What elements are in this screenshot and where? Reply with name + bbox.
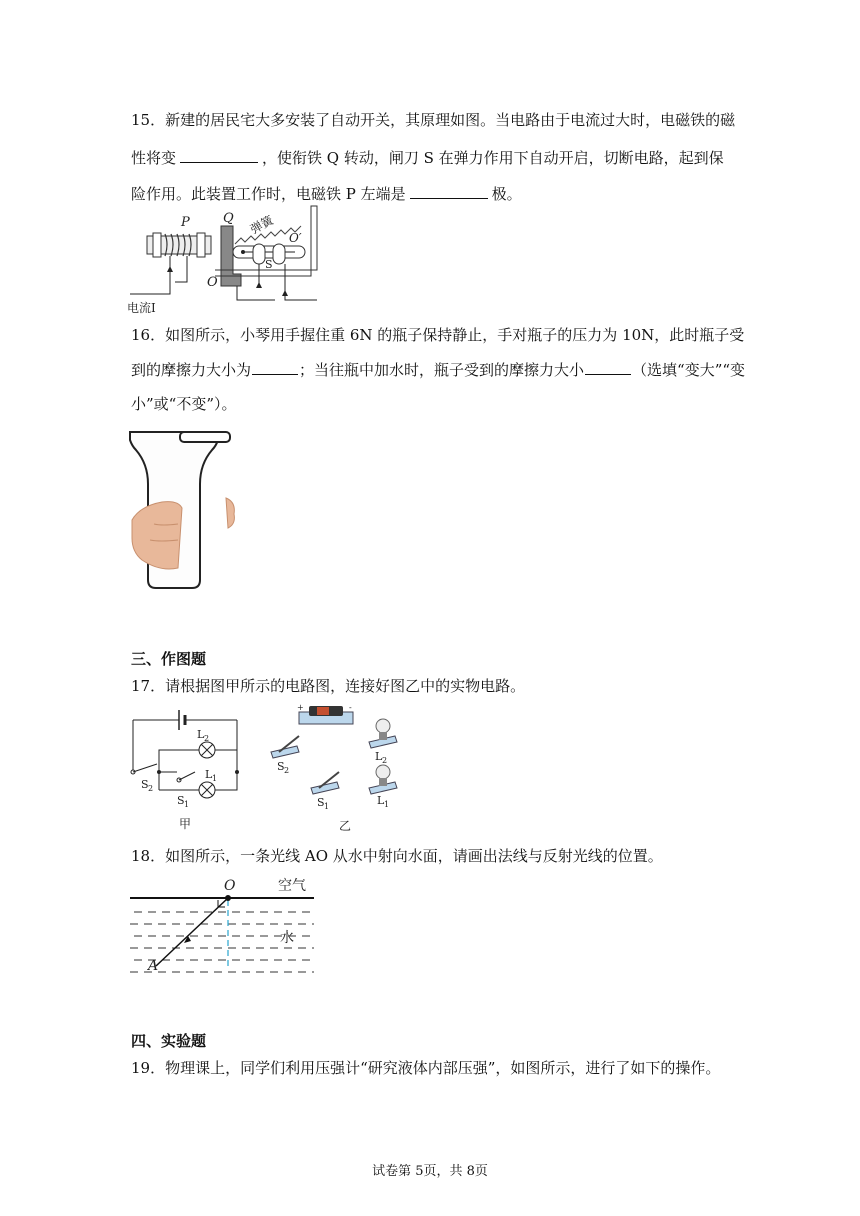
physical-circuit-yi (265, 700, 415, 832)
svg-text:2: 2 (148, 784, 154, 793)
answer-blank-friction[interactable] (252, 360, 298, 375)
answer-blank-pole[interactable] (410, 184, 488, 199)
label-spring: 弹簧 (247, 213, 276, 237)
svg-text:1: 1 (384, 800, 390, 809)
svg-text:1: 1 (212, 774, 218, 783)
q16-line-3: 小”或“不变”）。 (131, 395, 237, 413)
page-footer: 试卷第 5页，共 8页 (372, 1164, 488, 1179)
answer-blank-magnetism[interactable] (180, 148, 258, 163)
svg-text:L: L (377, 794, 385, 807)
q18-text: 18．如图所示，一条光线 AO 从水中射向水面，请画出法线与反射光线的位置。 (131, 847, 663, 865)
svg-text:2: 2 (284, 766, 290, 775)
label-S2: S (141, 778, 149, 791)
label-air: 空气 (278, 878, 306, 894)
circuit-diagram-jia (125, 708, 255, 833)
svg-text:2: 2 (204, 734, 210, 743)
label-A: A (148, 958, 159, 974)
q15-line-3: 险作用。此装置工作时，电磁铁 P 左端是 极。 (131, 185, 522, 203)
answer-blank-change[interactable] (585, 360, 631, 375)
svg-text:S: S (317, 796, 325, 809)
light-ray-water-diagram (130, 872, 316, 978)
svg-text:-: - (349, 703, 352, 712)
label-S1: S (177, 794, 185, 807)
svg-text:1: 1 (324, 802, 330, 811)
label-water: 水 (280, 930, 294, 946)
label-O-prime: O′ (289, 231, 302, 245)
label-S: S (265, 258, 273, 271)
label-current: 电流I (127, 301, 156, 315)
bottle-hand-illustration (130, 428, 242, 592)
svg-text:L: L (375, 750, 383, 763)
section-heading-drawing: 三、作图题 (131, 650, 207, 668)
svg-text:2: 2 (382, 756, 388, 765)
label-O: O (207, 275, 218, 290)
caption-yi: 乙 (339, 819, 352, 833)
q15-line-1: 15．新建的居民宅大多安装了自动开关，其原理如图。当电路由于电流过大时，电磁铁的磁 (131, 111, 736, 129)
svg-text:S: S (277, 760, 285, 773)
q16-line-1: 16．如图所示，小琴用手握住重 6N 的瓶子保持静止，手对瓶子的压力为 10N，此时瓶子受 (131, 326, 745, 344)
q17-text: 17．请根据图甲所示的电路图，连接好图乙中的实物电路。 (131, 677, 526, 695)
caption-jia: 甲 (179, 817, 192, 831)
label-Q: Q (223, 211, 234, 226)
svg-text:1: 1 (184, 800, 190, 809)
q16-line-2: 到的摩擦力大小为 ；当往瓶中加水时，瓶子受到的摩擦力大小 （选填“变大”“变 (131, 361, 746, 379)
label-L1: L (205, 768, 213, 781)
section-heading-experiment: 四、实验题 (131, 1032, 207, 1050)
label-L2: L (197, 728, 205, 741)
label-P: P (181, 215, 190, 230)
label-O: O (224, 878, 236, 894)
q15-line-2: 性将变 ，使衔铁 Q 转动，闸刀 S 在弹力作用下自动开启，切断电路，起到保 (131, 149, 724, 167)
q19-text: 19．物理课上，同学们利用压强计“研究液体内部压强”，如图所示，进行了如下的操作。 (131, 1059, 721, 1077)
auto-switch-diagram (125, 204, 325, 314)
svg-text:+: + (297, 703, 304, 712)
